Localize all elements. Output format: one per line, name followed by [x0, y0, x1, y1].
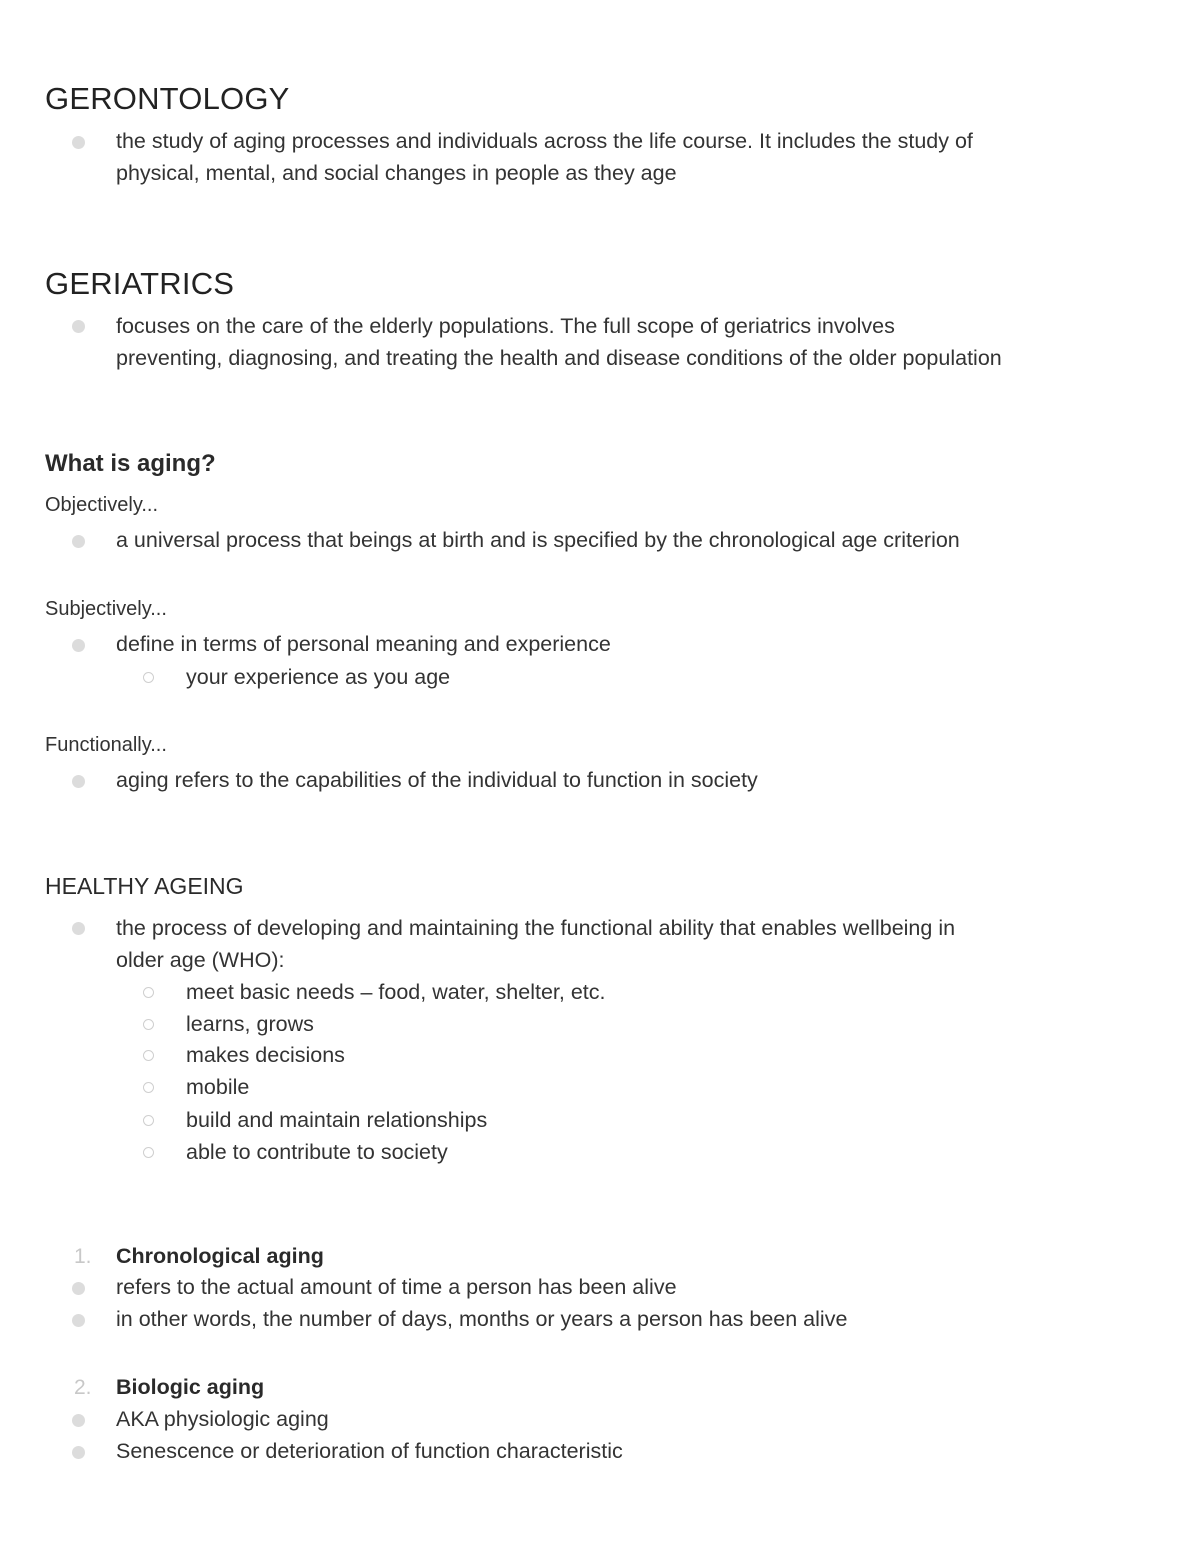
bullet-dot [72, 136, 85, 149]
bullet-dot [72, 535, 85, 548]
biologic-bullet: AKA physiologic aging [116, 1407, 329, 1431]
bullet-dot [72, 639, 85, 652]
type-title-biologic: Biologic aging [116, 1375, 265, 1399]
heading-what-is-aging: What is aging? [45, 450, 216, 477]
functionally-bullet: aging refers to the capabilities of the individual to function in society [116, 768, 758, 792]
sub-bullet-ring [143, 1147, 154, 1158]
healthy-sub-item: learns, grows [186, 1012, 314, 1036]
healthy-sub-item: makes decisions [186, 1043, 345, 1067]
list-number: 1. [74, 1245, 92, 1268]
healthy-sub-item: meet basic needs – food, water, shelter, etc. [186, 980, 606, 1004]
healthy-sub-item: mobile [186, 1075, 250, 1099]
healthy-sub-item: build and maintain relationships [186, 1108, 488, 1132]
healthy-text-line-1: the process of developing and maintaining the functional ability that enables wellbeing in [116, 916, 956, 940]
sub-bullet-ring [143, 1082, 154, 1093]
label-objectively: Objectively... [45, 494, 158, 516]
bullet-dot [72, 1282, 85, 1295]
list-number: 2. [74, 1376, 92, 1399]
bullet-dot [72, 1446, 85, 1459]
label-functionally: Functionally... [45, 734, 167, 756]
sub-bullet-ring [143, 1115, 154, 1126]
chronological-bullet: refers to the actual amount of time a person has been alive [116, 1275, 677, 1299]
objectively-bullet: a universal process that beings at birth and is specified by the chronological age criterion [116, 528, 960, 552]
gerontology-text-line-2: physical, mental, and social changes in people as they age [116, 161, 677, 185]
geriatrics-text-line-1: focuses on the care of the elderly populations. The full scope of geriatrics involves [116, 314, 895, 338]
heading-healthy-ageing: HEALTHY AGEING [45, 873, 244, 899]
sub-bullet-ring [143, 672, 154, 683]
bullet-dot [72, 1314, 85, 1327]
type-title-chronological: Chronological aging [116, 1244, 324, 1268]
sub-bullet-ring [143, 1019, 154, 1030]
biologic-bullet: Senescence or deterioration of function characteristic [116, 1439, 623, 1463]
label-subjectively: Subjectively... [45, 598, 167, 620]
bullet-dot [72, 775, 85, 788]
bullet-dot [72, 922, 85, 935]
gerontology-text-line-1: the study of aging processes and individuals across the life course. It includes the study of [116, 129, 973, 153]
geriatrics-text-line-2: preventing, diagnosing, and treating the health and disease conditions of the older population [116, 346, 1002, 370]
healthy-sub-item: able to contribute to society [186, 1140, 448, 1164]
healthy-text-line-2: older age (WHO): [116, 948, 285, 972]
bullet-dot [72, 320, 85, 333]
chronological-bullet: in other words, the number of days, months or years a person has been alive [116, 1307, 848, 1331]
subjectively-bullet: define in terms of personal meaning and experience [116, 632, 611, 656]
heading-geriatrics: GERIATRICS [45, 266, 235, 301]
sub-bullet-ring [143, 987, 154, 998]
sub-bullet-ring [143, 1050, 154, 1061]
subjectively-sub-bullet: your experience as you age [186, 665, 451, 689]
heading-gerontology: GERONTOLOGY [45, 81, 290, 116]
bullet-dot [72, 1414, 85, 1427]
